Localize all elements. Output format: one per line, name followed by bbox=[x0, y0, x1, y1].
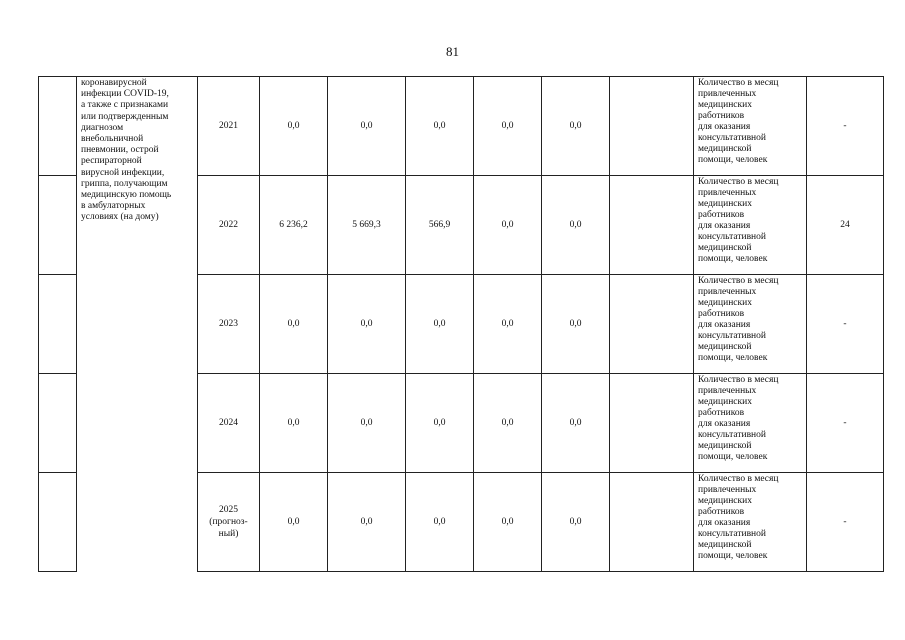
year-cell: 2022 bbox=[198, 176, 260, 275]
budget-table bbox=[38, 76, 884, 572]
year-cell: 2025 (прогноз- ный) bbox=[198, 473, 260, 572]
value-cell: 0,0 bbox=[474, 176, 542, 275]
target-value-cell: - bbox=[807, 473, 884, 572]
target-value-cell: - bbox=[807, 275, 884, 374]
indicator-cell: Количество в месяц привлеченных медицинских работников для оказания консультативной медицинской помощи, человек bbox=[694, 275, 807, 374]
empty-cell bbox=[610, 275, 694, 374]
value-cell: 0,0 bbox=[260, 374, 328, 473]
value-cell: 0,0 bbox=[542, 77, 610, 176]
target-value-cell: - bbox=[807, 374, 884, 473]
value-cell: 0,0 bbox=[474, 275, 542, 374]
value-cell: 0,0 bbox=[474, 374, 542, 473]
value-cell: 0,0 bbox=[328, 473, 406, 572]
value-cell: 0,0 bbox=[474, 473, 542, 572]
value-cell: 0,0 bbox=[260, 77, 328, 176]
value-cell: 6 236,2 bbox=[260, 176, 328, 275]
value-cell: 0,0 bbox=[406, 374, 474, 473]
number-cell bbox=[39, 473, 77, 572]
number-cell bbox=[39, 374, 77, 473]
value-cell: 0,0 bbox=[542, 473, 610, 572]
value-cell: 0,0 bbox=[406, 473, 474, 572]
value-cell: 0,0 bbox=[542, 176, 610, 275]
number-cell bbox=[39, 77, 77, 176]
empty-cell bbox=[610, 374, 694, 473]
page-number: 81 bbox=[446, 44, 459, 59]
value-cell: 566,9 bbox=[406, 176, 474, 275]
indicator-cell: Количество в месяц привлеченных медицинских работников для оказания консультативной медицинской помощи, человек bbox=[694, 374, 807, 473]
target-value-cell: - bbox=[807, 77, 884, 176]
number-cell bbox=[39, 176, 77, 275]
number-cell bbox=[39, 275, 77, 374]
target-value-cell: 24 bbox=[807, 176, 884, 275]
year-cell: 2021 bbox=[198, 77, 260, 176]
value-cell: 0,0 bbox=[542, 374, 610, 473]
value-cell: 0,0 bbox=[260, 473, 328, 572]
empty-cell bbox=[610, 176, 694, 275]
indicator-cell: Количество в месяц привлеченных медицинских работников для оказания консультативной медицинской помощи, человек bbox=[694, 77, 807, 176]
value-cell: 0,0 bbox=[260, 275, 328, 374]
empty-cell bbox=[610, 473, 694, 572]
value-cell: 5 669,3 bbox=[328, 176, 406, 275]
value-cell: 0,0 bbox=[328, 374, 406, 473]
value-cell: 0,0 bbox=[542, 275, 610, 374]
value-cell: 0,0 bbox=[406, 77, 474, 176]
year-cell: 2024 bbox=[198, 374, 260, 473]
empty-cell bbox=[610, 77, 694, 176]
value-cell: 0,0 bbox=[474, 77, 542, 176]
table-row bbox=[39, 77, 884, 176]
value-cell: 0,0 bbox=[406, 275, 474, 374]
value-cell: 0,0 bbox=[328, 77, 406, 176]
description-cell: коронавирусной инфекции COVID-19, а также с признаками или подтвержденным диагнозом внебольничной пневмонии, острой респираторной вирусной инфекции, гриппа, получающим медицинскую помощь в амбулаторных условиях (на дому) bbox=[77, 77, 198, 572]
indicator-cell: Количество в месяц привлеченных медицинских работников для оказания консультативной медицинской помощи, человек bbox=[694, 176, 807, 275]
value-cell: 0,0 bbox=[328, 275, 406, 374]
year-cell: 2023 bbox=[198, 275, 260, 374]
indicator-cell: Количество в месяц привлеченных медицинских работников для оказания консультативной медицинской помощи, человек bbox=[694, 473, 807, 572]
